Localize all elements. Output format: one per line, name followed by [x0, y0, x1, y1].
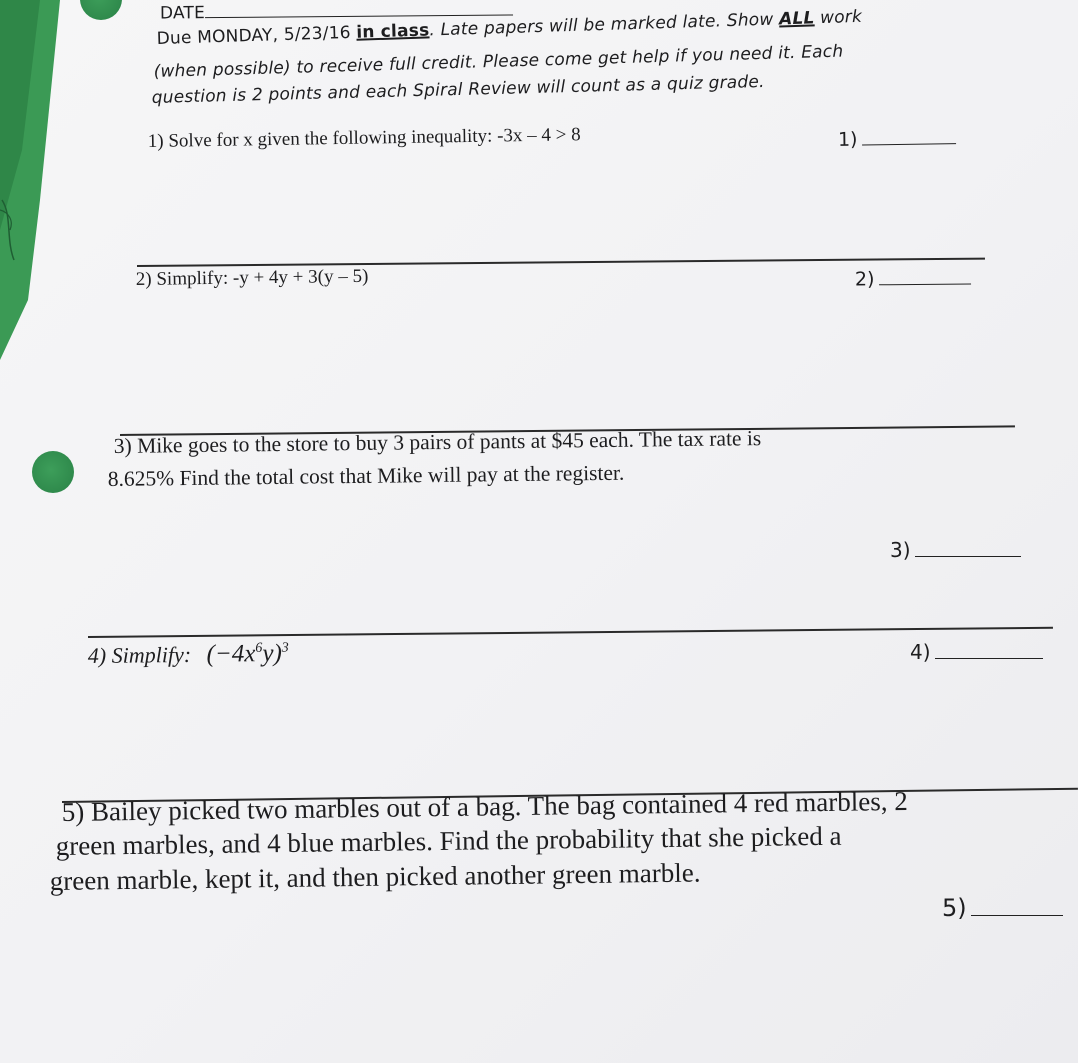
date-blank-line: [205, 13, 513, 18]
answer-4-label: 4): [910, 640, 931, 664]
answer-3-blank: [915, 555, 1021, 557]
answer-4-field: [910, 640, 1043, 664]
answer-5-label: 5): [942, 894, 967, 922]
answer-5-field: [942, 894, 1063, 922]
answer-1-field: [838, 127, 956, 151]
question-3-line-2: 8.625% Find the total cost that Mike will pay at the register.: [107, 460, 625, 492]
question-5-line-2: green marbles, and 4 blue marbles. Find the probability that she picked a: [55, 820, 842, 862]
date-label: DATE: [159, 3, 206, 24]
answer-2-field: [855, 267, 971, 290]
question-1-text: 1) Solve for x given the following inequality: -3x – 4 > 8: [147, 124, 581, 153]
all-emphasis: ALL: [778, 8, 815, 30]
instructions-middle: . Late papers will be marked late. Show: [429, 9, 780, 41]
instructions-line-2: (when possible) to receive full credit. Please come get help if you need it. Each: [153, 41, 844, 82]
in-class-emphasis: in class: [356, 20, 430, 43]
expr-y: y): [262, 639, 282, 668]
answer-1-label: 1): [837, 128, 858, 151]
question-4-expression: [206, 640, 288, 668]
question-4: [88, 640, 289, 670]
answer-2-blank: [879, 282, 971, 285]
question-3-line-1: 3) Mike goes to the store to buy 3 pairs of pants at $45 each. The tax rate is: [113, 426, 762, 459]
question-5-line-1: 5) Bailey picked two marbles out of a bag. The bag contained 4 red marbles, 2: [61, 785, 908, 828]
answer-3-field: [890, 538, 1021, 562]
answer-3-label: 3): [890, 538, 911, 562]
instructions-line-3: question is 2 points and each Spiral Review will count as a quiz grade.: [151, 71, 765, 108]
expr-exponent-outer: 3: [281, 640, 289, 656]
question-5-line-3: green marble, kept it, and then picked another green marble.: [49, 857, 701, 897]
answer-2-label: 2): [854, 268, 875, 291]
expr-exponent-x: 6: [255, 640, 263, 656]
question-4-label: 4) Simplify:: [87, 641, 192, 669]
instructions-suffix: work: [814, 6, 863, 29]
answer-4-blank: [935, 657, 1043, 659]
expr-base: (−4x: [206, 640, 256, 668]
punch-hole-middle: [32, 451, 74, 493]
answer-1-blank: [862, 142, 956, 145]
question-2-text: 2) Simplify: -y + 4y + 3(y – 5): [135, 265, 369, 291]
answer-5-blank: [971, 914, 1063, 916]
instructions-prefix: Due MONDAY, 5/23/16: [156, 22, 357, 49]
